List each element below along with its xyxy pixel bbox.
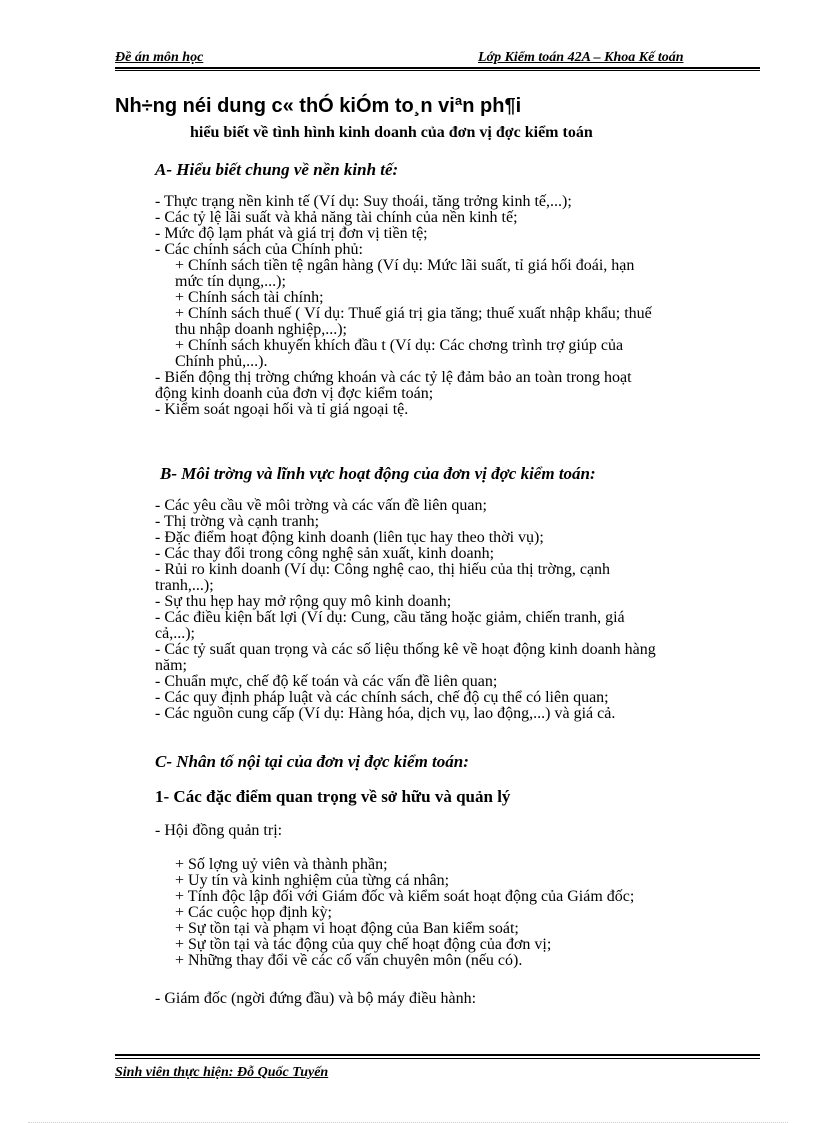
section-c-heading: C- Nhân tố nội tại của đơn vị đợc kiểm toán:: [155, 752, 469, 771]
board-items: [175, 857, 757, 969]
paragraph-line: - Các thay đổi trong công nghệ sản xuất, kinh doanh;: [155, 545, 495, 562]
paragraph-line: cả,...);: [155, 625, 195, 642]
paragraph-line: - Mức độ lạm phát và giá trị đơn vị tiền tệ;: [155, 225, 428, 242]
page-subtitle: hiểu biết về tình hình kinh doanh của đơn vị đợc kiểm toán: [190, 124, 593, 141]
paragraph-line: - Chuẩn mực, chế độ kế toán và các vấn đề liên quan;: [155, 673, 498, 690]
footer-rule: [115, 1054, 760, 1056]
paragraph-line: động kinh doanh của đơn vị đợc kiểm toán;: [155, 385, 434, 402]
director-line: - Giám đốc (ngời đứng đầu) và bộ máy điều hành:: [155, 990, 477, 1007]
paragraph-line: - Rủi ro kinh doanh (Ví dụ: Công nghệ cao, thị hiếu của thị trờng, cạnh: [155, 561, 611, 578]
header-rule: [115, 67, 760, 69]
paragraph-line: + Chính sách tiền tệ ngân hàng (Ví dụ: Mức lãi suất, tỉ giá hối đoái, hạn: [175, 257, 635, 274]
paragraph-line: - Các chính sách của Chính phủ:: [155, 241, 363, 258]
paragraph-line: mức tín dụng,...);: [175, 273, 286, 290]
section-b-heading: B- Môi trờng và lĩnh vực hoạt động của đơn vị đợc kiểm toán:: [160, 464, 596, 483]
paragraph-line: năm;: [155, 657, 187, 674]
list-item: + Các cuộc họp định kỳ;: [175, 904, 332, 921]
paragraph-line: thu nhập doanh nghiệp,...);: [175, 321, 347, 338]
page-title: Nh÷ng néi dung c« thÓ kiÓm to¸n viªn ph¶i: [115, 95, 522, 117]
section-a-body: [155, 194, 757, 418]
paragraph-line: - Đặc điểm hoạt động kinh doanh (liên tục hay theo thời vụ);: [155, 529, 544, 546]
footer-author: Sinh viên thực hiện: Đỗ Quốc Tuyến: [115, 1065, 329, 1080]
paragraph-line: - Các quy định pháp luật và các chính sách, chế độ cụ thể có liên quan;: [155, 689, 609, 706]
paragraph-line: - Kiểm soát ngoại hối và tỉ giá ngoại tệ.: [155, 401, 409, 418]
section-a-heading: A- Hiểu biết chung về nền kinh tế:: [155, 160, 399, 179]
board-line: - Hội đồng quản trị:: [155, 822, 283, 839]
paragraph-line: - Các nguồn cung cấp (Ví dụ: Hàng hóa, dịch vụ, lao động,...) và giá cả.: [155, 705, 616, 722]
subsection-1-heading: 1- Các đặc điểm quan trọng về sở hữu và quản lý: [155, 787, 511, 806]
list-item: + Số lợng uỷ viên và thành phần;: [175, 856, 388, 873]
list-item: + Uy tín và kinh nghiệm của từng cá nhân;: [175, 872, 450, 889]
list-item: + Những thay đổi về các cố vấn chuyên môn (nếu có).: [175, 952, 523, 969]
paragraph-line: + Chính sách khuyến khích đầu t (Ví dụ: Các chơng trình trợ giúp của: [175, 337, 624, 354]
list-item: + Tính độc lập đối với Giám đốc và kiểm soát hoạt động của Giám đốc;: [175, 888, 635, 905]
paragraph-line: - Thực trạng nền kinh tế (Ví dụ: Suy thoái, tăng trởng kinh tế,...);: [155, 193, 572, 210]
paragraph-line: tranh,...);: [155, 577, 214, 594]
list-item: + Sự tồn tại và phạm vi hoạt động của Ban kiểm soát;: [175, 920, 519, 937]
section-b-body: [155, 498, 757, 722]
paragraph-line: Chính phủ,...).: [175, 353, 268, 370]
paragraph-line: - Sự thu hẹp hay mở rộng quy mô kinh doanh;: [155, 593, 452, 610]
paragraph-line: + Chính sách tài chính;: [175, 289, 324, 306]
paragraph-line: + Chính sách thuế ( Ví dụ: Thuế giá trị gia tăng; thuế xuất nhập khẩu; thuế: [175, 305, 652, 322]
paragraph-line: - Các yêu cầu về môi trờng và các vấn đề liên quan;: [155, 497, 487, 514]
paragraph-line: - Các điều kiện bất lợi (Ví dụ: Cung, cầu tăng hoặc giảm, chiến tranh, giá: [155, 609, 625, 626]
footer-rule-thin: [115, 1058, 760, 1059]
paragraph-line: - Biến động thị trờng chứng khoán và các tỷ lệ đảm bảo an toàn trong hoạt: [155, 369, 632, 386]
paragraph-line: - Các tỷ suất quan trọng và các số liệu thống kê về hoạt động kinh doanh hàng: [155, 641, 656, 658]
paragraph-line: - Thị trờng và cạnh tranh;: [155, 513, 320, 530]
paragraph-line: - Các tỷ lệ lãi suất và khả năng tài chính của nền kinh tế;: [155, 209, 518, 226]
header-course: Đề án môn học: [115, 50, 204, 65]
header-rule-thin: [115, 70, 760, 71]
header-class: Lớp Kiểm toán 42A – Khoa Kế toán: [478, 50, 684, 65]
list-item: + Sự tồn tại và tác động của quy chế hoạt động của đơn vị;: [175, 936, 552, 953]
